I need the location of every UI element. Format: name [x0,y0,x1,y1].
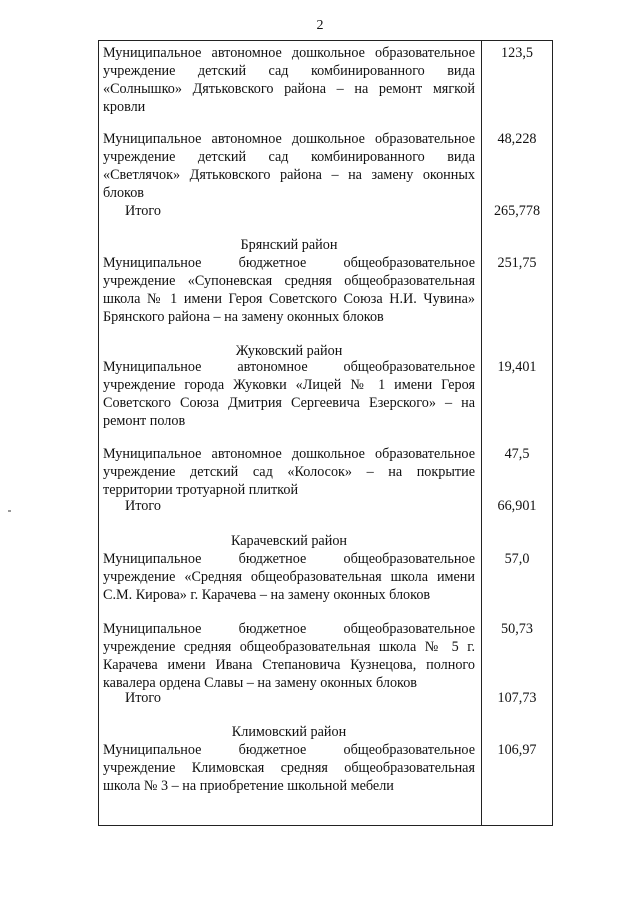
total-label: Итого [125,690,161,706]
district-heading: Климовский район [231,724,347,740]
table-row-description: Муниципальное автономное общеобразовательное учреждение города Жуковки «Лицей № 1 имени Героя Советского Союза Дмитрия Сергеевича Езерского» – на ремонт полов [103,359,475,429]
table-row-description: Муниципальное автономное дошкольное образовательное учреждение детский сад комбинированного вида «Солнышко» Дятьковского района – на ремонт мягкой кровли [103,45,475,115]
table-row-value: 106,97 [497,742,537,758]
total-value: 107,73 [497,690,537,706]
table-row-value: 48,228 [497,131,537,147]
district-heading: Жуковский район [235,343,343,359]
total-label: Итого [125,203,161,219]
total-value: 265,778 [493,203,541,219]
total-label: Итого [125,498,161,514]
table-row-description: Муниципальное автономное дошкольное образовательное учреждение детский сад «Колосок» – на покрытие территории тротуарной плиткой [103,446,475,498]
district-heading: Карачевский район [230,533,348,549]
table-row-value: 123,5 [501,45,533,61]
table-row-value: 47,5 [504,446,530,462]
page-number: 2 [316,18,324,33]
table-row-description: Муниципальное автономное дошкольное образовательное учреждение детский сад комбинированного вида «Светлячок» Дятьковского района – на замену оконных блоков [103,131,475,201]
table-row-description: Муниципальное бюджетное общеобразовательное учреждение «Средняя общеобразовательная школа имени С.М. Кирова» г. Карачева – на замену оконных блоков [103,551,475,603]
table-row-description: Муниципальное бюджетное общеобразовательное учреждение «Супоневская средняя общеобразовательная школа № 1 имени Героя Советского Союза Н.И. Чувина» Брянского района – на замену оконных блоков [103,255,475,325]
total-value: 66,901 [497,498,537,514]
table-row-value: 57,0 [504,551,530,567]
table-row-value: 19,401 [497,359,537,375]
table-row-value: 50,73 [501,621,533,637]
table-row-description: Муниципальное бюджетное общеобразовательное учреждение средняя общеобразовательная школа № 5 г. Карачева имени Ивана Степановича Кузнецова, полного кавалера ордена Славы – на замену оконных блоков [103,621,475,691]
district-heading: Брянский район [240,237,338,253]
column-divider [481,40,482,826]
table-row-value: 251,75 [497,255,537,271]
table-row-description: Муниципальное бюджетное общеобразовательное учреждение Климовская средняя общеобразовательная школа № 3 – на приобретение школьной мебели [103,742,475,794]
scan-mark [8,510,11,512]
